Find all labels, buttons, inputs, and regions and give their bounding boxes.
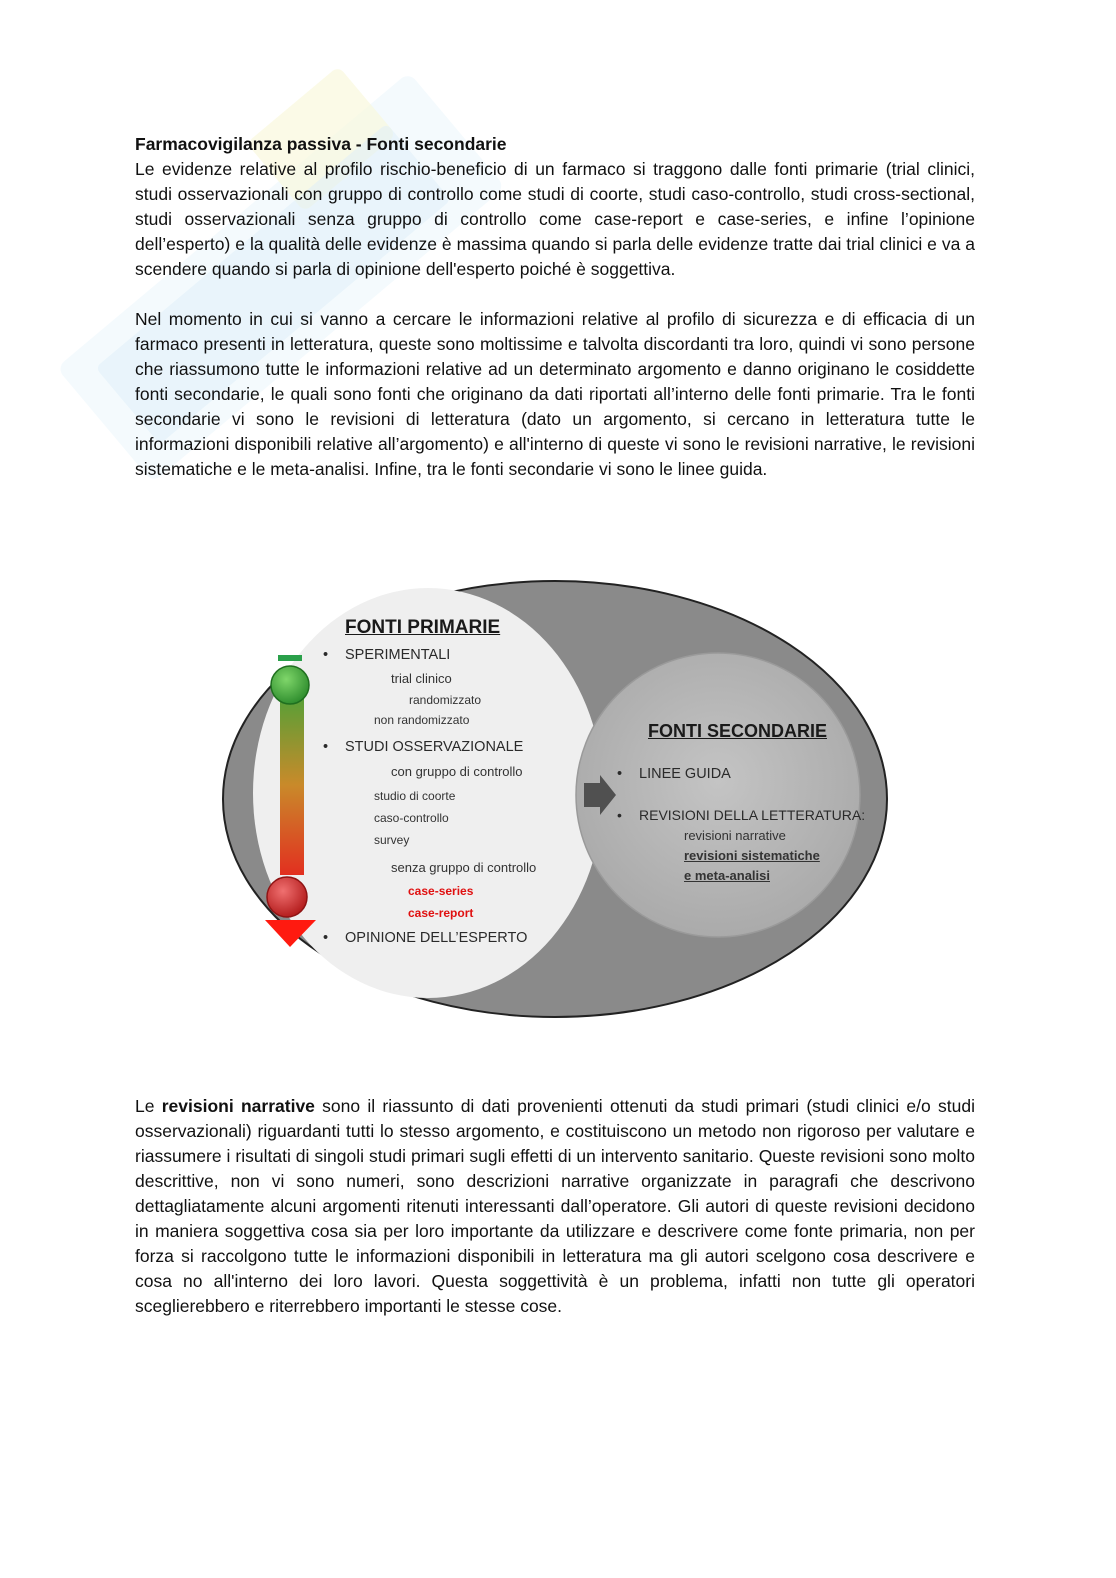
secondary-heading: FONTI SECONDARIE: [648, 721, 828, 741]
sources-diagram: [220, 575, 900, 1030]
secondary-narrative: revisioni narrative: [684, 828, 786, 843]
primary-senza-gruppo: senza gruppo di controllo: [391, 860, 537, 875]
primary-coorte: studio di coorte: [374, 789, 456, 803]
primary-heading: FONTI PRIMARIE: [345, 617, 501, 638]
primary-sperimentali: • SPERIMENTALI: [345, 647, 450, 663]
secondary-meta: e meta-analisi: [684, 868, 770, 883]
thumb-up-icon: [271, 666, 309, 704]
diagram-graphic: [220, 575, 900, 1030]
quality-bar: [280, 675, 304, 875]
narrative-lead: Le: [135, 1096, 162, 1116]
primary-con-gruppo: con gruppo di controllo: [391, 764, 523, 779]
section-title: Farmacovigilanza passiva - Fonti secondarie: [135, 134, 507, 154]
narrative-term: revisioni narrative: [161, 1096, 315, 1116]
intro-paragraph: Le evidenze relative al profilo rischio-beneficio di un farmaco si traggono dalle fonti primarie (trial clinici, studi osservazionali con gruppo di controllo come studi di coorte, studi caso-controllo, studi cross-sectional, studi osservazionali senza gruppo di controllo come case-report e case-series, e infine l’opinione dell’esperto) e la qualità delle evidenze è massima quando si parla delle evidenze tratte dai trial clinici e va a scendere quando si parla di opinione dell'esperto poiché è soggettiva.: [135, 159, 975, 279]
secondary-sources-paragraph: Nel momento in cui si vanno a cercare le informazioni relative al profilo di sicurezza e di efficacia di un farmaco presenti in letteratura, queste sono moltissime e talvolta discordanti tra loro, quindi vi sono persone che riassumono tutte le informazioni relative ad un determinato argomento e danno originano le cosiddette fonti secondarie, le quali sono fonti che originano da dati riportati all’interno delle fonti primarie. Tra le fonti secondarie vi sono le revisioni di letteratura (dato un argomento, si cercano in letteratura tutte le informazioni disponibili relative all’argomento) e all'interno di queste vi sono le revisioni narrative, le revisioni sistematiche e le meta-analisi. Infine, tra le fonti secondarie vi sono le linee guida.: [135, 309, 975, 479]
primary-trial: trial clinico: [391, 671, 452, 686]
quality-bar-top: [278, 655, 302, 661]
narrative-reviews-paragraph: [135, 1094, 975, 1319]
primary-osservazionale: • STUDI OSSERVAZIONALE: [345, 739, 523, 755]
thumb-down-icon: [267, 877, 307, 917]
primary-case-series: case-series: [408, 884, 474, 898]
secondary-circle: [576, 653, 860, 937]
intro-section: [135, 132, 975, 282]
narrative-body: sono il riassunto di dati provenienti ottenuti da studi primari (studi clinici e/o studi osservazionali) riguardanti tutti lo stesso argomento, e costituiscono un metodo non rigoroso per valutare e riassumere i risultati di singoli studi primari sugli effetti di un intervento sanitario. Queste revisioni sono molto descrittive, non vi sono numeri, sono descrizioni narrative organizzate in paragrafi che descrivono dettagliatamente alcuni argomenti ritenuti interessanti dall’operatore. Gli autori di queste revisioni decidono in maniera soggettiva cosa sia per loro importante da utilizzare e descrivere come fonte primaria, non per forza si raccolgono tutte le informazioni disponibili in letteratura ma gli autori scelgono cosa descrivere e cosa no all'interno dei loro lavori. Questa soggettività è un problema, infatti non tutte gli operatori sceglierebbero e riterrebbero importanti le stesse cose.: [135, 1096, 975, 1316]
secondary-sistematiche: revisioni sistematiche: [684, 848, 820, 863]
secondary-revisioni: • REVISIONI DELLA LETTERATURA:: [639, 807, 865, 823]
primary-opinione: • OPINIONE DELL’ESPERTO: [345, 930, 527, 946]
primary-caso-controllo: caso-controllo: [374, 811, 449, 825]
secondary-linee-guida: • LINEE GUIDA: [639, 766, 731, 782]
primary-survey: survey: [374, 833, 410, 847]
primary-non-randomizzato: non randomizzato: [374, 713, 470, 727]
primary-randomizzato: randomizzato: [409, 693, 482, 707]
primary-case-report: case-report: [408, 906, 474, 920]
